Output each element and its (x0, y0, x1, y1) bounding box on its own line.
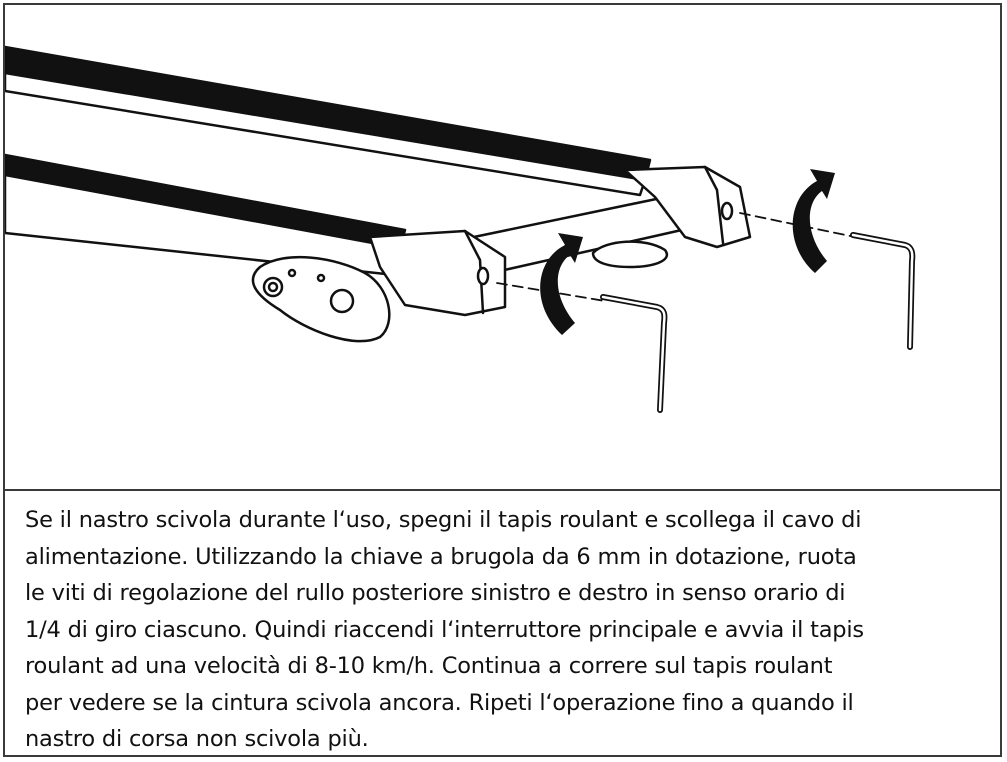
instruction-line: le viti di regolazione del rullo posteriore sinistro e destro in senso orario di (25, 580, 846, 606)
left-hex-key (603, 297, 664, 410)
upper-belt-rail (5, 47, 650, 180)
right-rotation-arrow (793, 169, 835, 273)
instruction-line: alimentazione. Utilizzando la chiave a brugola da 6 mm in dotazione, ruota (25, 543, 857, 570)
instruction-panel (3, 3, 1002, 757)
right-adjust-bolt-hole (722, 203, 732, 219)
treadmill-rear-roller-illustration (5, 5, 1000, 491)
instruction-line: nastro di corsa non scivola più. (25, 726, 369, 752)
instruction-line: roulant ad una velocità di 8-10 km/h. Continua a correre sul tapis roulant (25, 653, 833, 679)
instruction-line: Se il nastro scivola durante l‘uso, spegni il tapis roulant e scollega il cavo di (25, 507, 862, 533)
instruction-line: 1/4 di giro ciascuno. Quindi riaccendi l‘interruttore principale e avvia il tapis (25, 616, 864, 643)
left-adjust-bolt-hole (478, 268, 488, 284)
instruction-text (25, 502, 990, 758)
right-hex-key (853, 235, 912, 347)
instruction-line: per vedere se la cintura scivola ancora. Ripeti l‘operazione fino a quando il (25, 689, 854, 716)
